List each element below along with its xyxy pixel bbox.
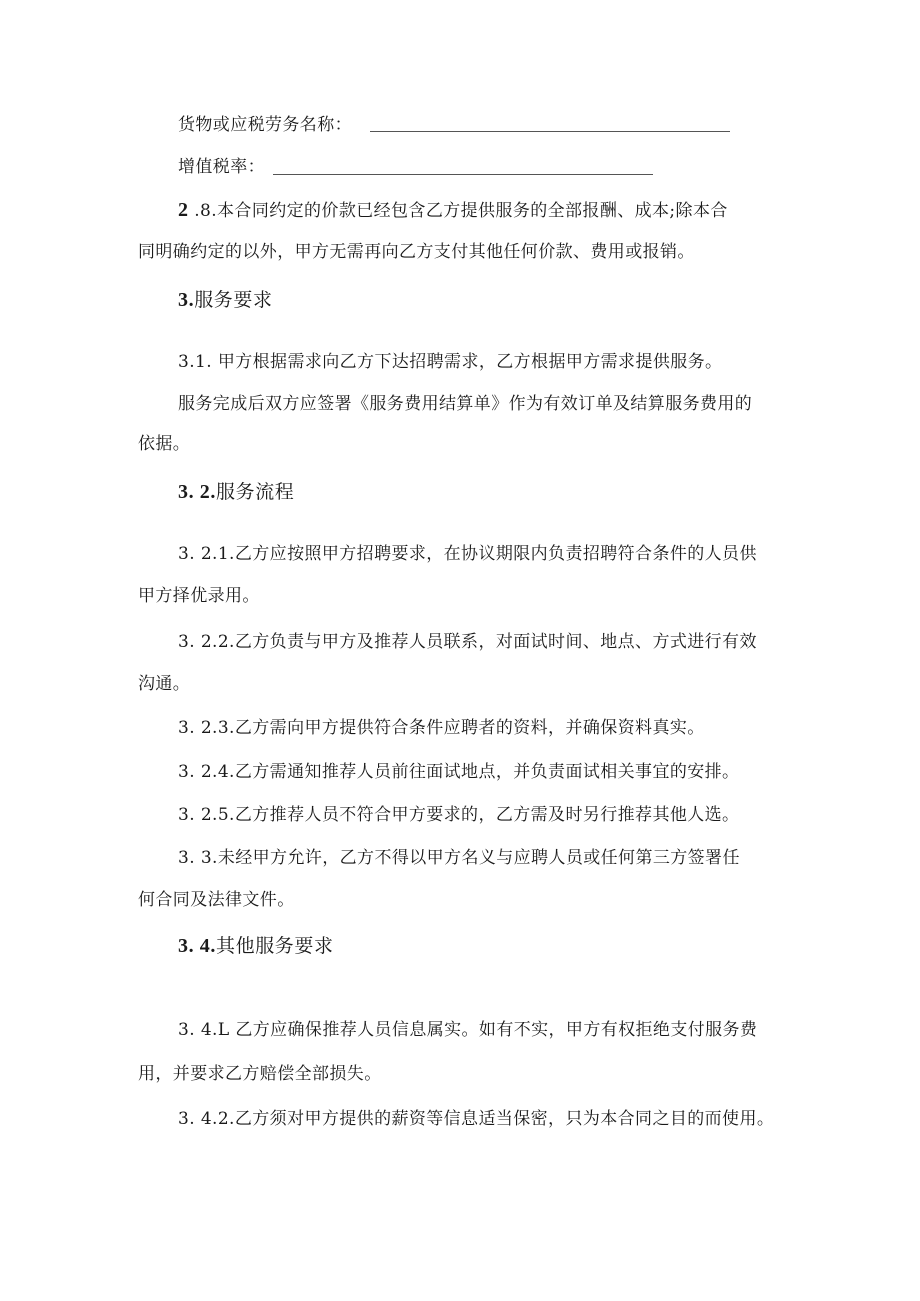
vat-rate-blank — [273, 174, 653, 175]
clause-2-8-line1 — [178, 198, 728, 223]
clause-3-2-4: 3. 2.4.乙方需通知推荐人员前往面试地点，并负责面试相关事宜的安排。 — [178, 762, 740, 782]
clause-3-2-2-line1: 3. 2.2.乙方负责与甲方及推荐人员联系，对面试时间、地点、方式进行有效 — [178, 632, 757, 652]
section-3-heading — [178, 288, 273, 312]
clause-3-1-line2: 服务完成后双方应签署《服务费用结算单》作为有效订单及结算服务费用的 — [178, 394, 753, 414]
goods-name-label: 货物或应税劳务名称： — [178, 115, 352, 135]
clause-3-2-5: 3. 2.5.乙方推荐人员不符合甲方要求的，乙方需及时另行推荐其他人选。 — [178, 805, 740, 825]
section-3-2-number: 3. 2. — [178, 481, 216, 503]
section-3-4-heading — [178, 934, 334, 958]
section-3-2-title: 服务流程 — [216, 481, 295, 503]
clause-3-1-line3: 依据。 — [138, 434, 191, 454]
section-3-4-number: 3. 4. — [178, 935, 216, 957]
clause-3-1-line1: 3.1. 甲方根据需求向乙方下达招聘需求，乙方根据甲方需求提供服务。 — [178, 352, 723, 372]
section-3-4-title: 其他服务要求 — [216, 935, 334, 957]
clause-3-4-1-line1: 3. 4.L 乙方应确保推荐人员信息属实。如有不实，甲方有权拒绝支付服务费 — [178, 1020, 758, 1040]
clause-3-2-1-line2: 甲方择优录用。 — [138, 586, 260, 606]
clause-3-3-line2: 何合同及法律文件。 — [138, 890, 295, 910]
section-3-title: 服务要求 — [194, 289, 273, 311]
clause-3-3-line1: 3. 3.未经甲方允许，乙方不得以甲方名义与应聘人员或任何第三方签署任 — [178, 848, 740, 868]
clause-2-8-line2: 同明确约定的以外，甲方无需再向乙方支付其他任何价款、费用或报销。 — [138, 242, 695, 262]
vat-rate-label: 增值税率： — [178, 157, 265, 177]
clause-3-2-1-line1: 3. 2.1.乙方应按照甲方招聘要求，在协议期限内负责招聘符合条件的人员供 — [178, 544, 757, 564]
clause-3-2-2-line2: 沟通。 — [138, 674, 191, 694]
clause-3-4-2: 3. 4.2.乙方须对甲方提供的薪资等信息适当保密，只为本合同之目的而使用。 — [178, 1109, 775, 1129]
section-3-number: 3. — [178, 289, 195, 311]
clause-3-2-3: 3. 2.3.乙方需向甲方提供符合条件应聘者的资料，并确保资料真实。 — [178, 718, 705, 738]
clause-2-8-number: 2 — [178, 199, 189, 221]
section-3-2-heading — [178, 480, 294, 504]
clause-2-8-text: .8.本合同约定的价款已经包含乙方提供服务的全部报酬、成本;除本合 — [188, 201, 728, 221]
clause-3-4-1-line2: 用，并要求乙方赔偿全部损失。 — [138, 1064, 382, 1084]
goods-name-blank — [370, 131, 730, 132]
